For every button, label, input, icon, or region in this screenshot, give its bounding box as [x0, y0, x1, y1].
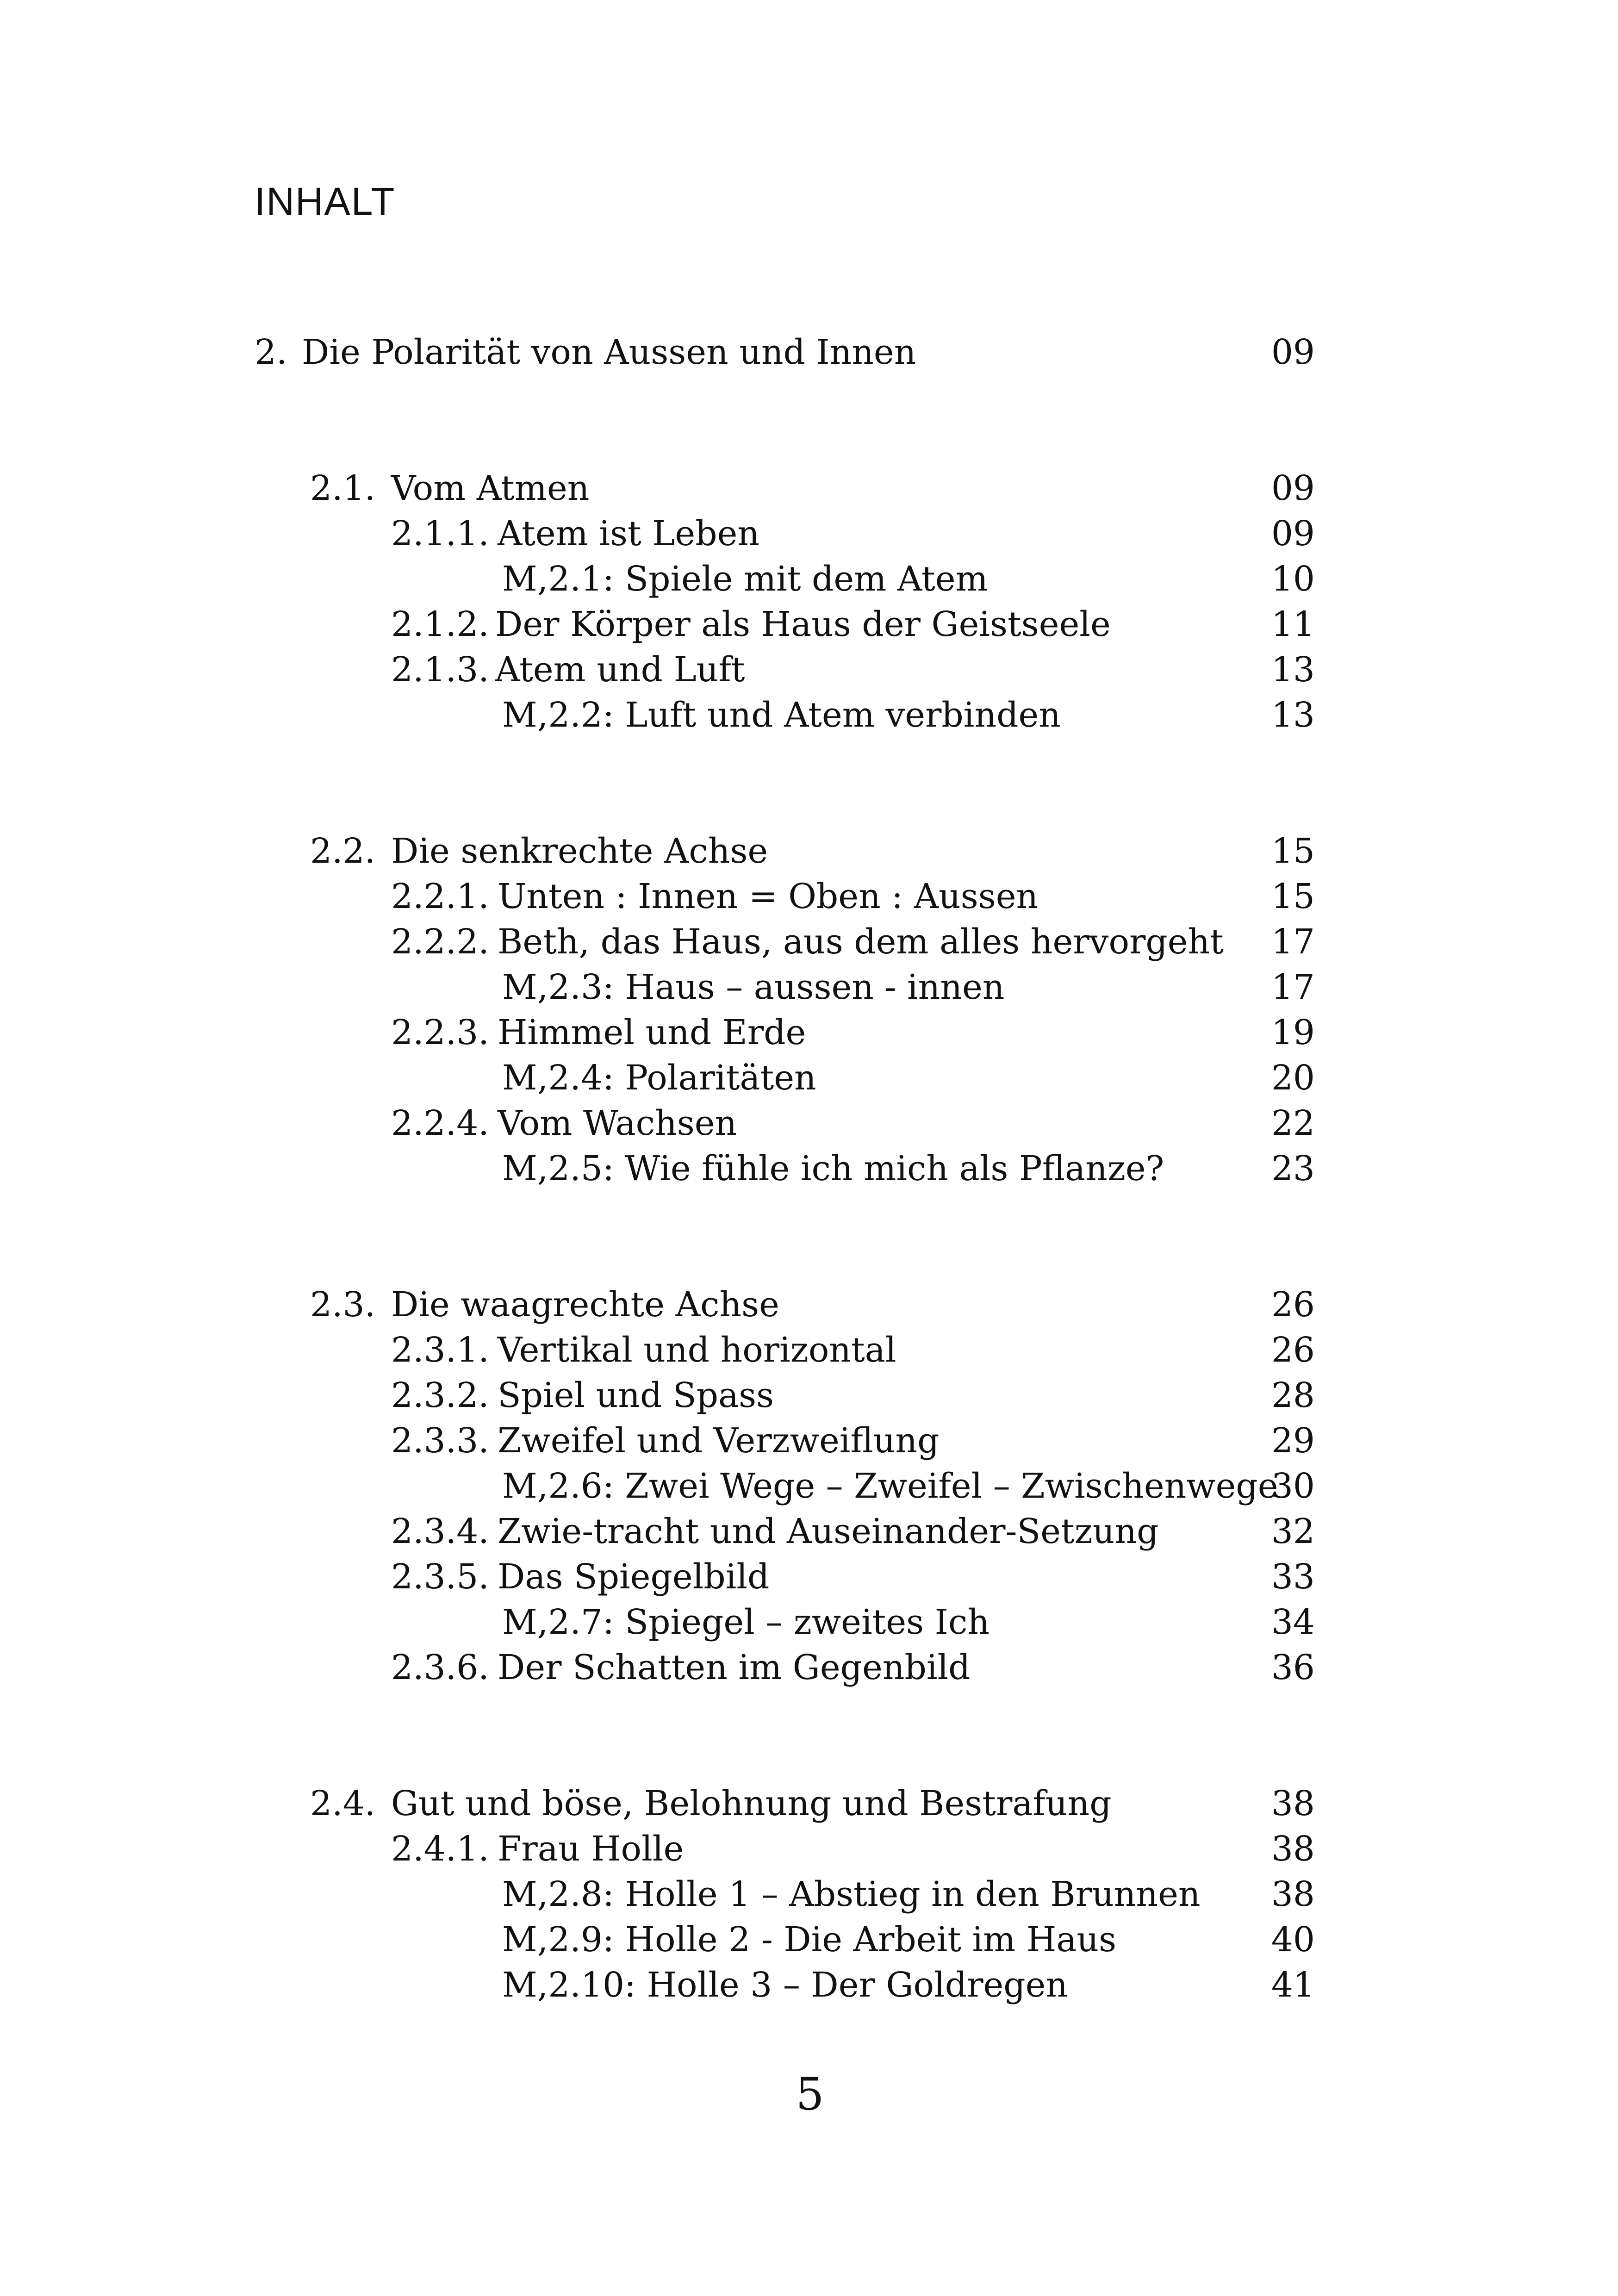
toc-entry-title: Gut und böse, Belohnung und Bestrafung [391, 1784, 1112, 1823]
toc-entry-title: M,2.5: Wie fühle ich mich als Pflanze? [502, 1149, 1164, 1188]
toc-entry[interactable] [0, 1917, 1618, 1962]
toc-entry-title: Atem und Luft [495, 650, 745, 690]
toc-entry[interactable] [0, 1101, 1618, 1146]
toc-entry[interactable] [0, 964, 1618, 1010]
toc-entry[interactable] [0, 602, 1618, 647]
toc-entry[interactable] [0, 828, 1618, 874]
toc-entry-title: Die waagrechte Achse [391, 1285, 779, 1325]
toc-entry-number: 2.2.4. [391, 1103, 489, 1143]
toc-entry[interactable] [0, 1554, 1618, 1599]
toc-entry-page: 09 [1271, 468, 1315, 508]
toc-entry-page: 29 [1271, 1421, 1315, 1461]
toc-entry-title: Der Schatten im Gegenbild [498, 1648, 971, 1687]
toc-entry[interactable] [0, 1645, 1618, 1690]
toc-entry-title: Das Spiegelbild [498, 1557, 770, 1597]
toc-entry-title: M,2.2: Luft und Atem verbinden [502, 695, 1061, 735]
toc-entry[interactable] [0, 1826, 1618, 1872]
toc-entry[interactable] [0, 1010, 1618, 1055]
toc-entry[interactable] [0, 919, 1618, 964]
toc-entry-page: 13 [1271, 695, 1315, 735]
toc-entry[interactable] [0, 511, 1618, 556]
toc-entry-title: Zwie-tracht und Auseinander-Setzung [498, 1512, 1159, 1551]
toc-entry[interactable] [0, 1418, 1618, 1463]
toc-entry[interactable] [0, 1463, 1618, 1509]
toc-entry[interactable] [0, 1327, 1618, 1373]
toc-entry-title: M,2.7: Spiegel – zweites Ich [502, 1602, 989, 1642]
toc-entry[interactable] [0, 1599, 1618, 1645]
toc-entry[interactable] [0, 1781, 1618, 1826]
toc-entry[interactable] [0, 1872, 1618, 1917]
toc-entry-page: 11 [1271, 604, 1315, 644]
toc-entry-number: 2.2.2. [391, 922, 489, 962]
toc-entry-title: M,2.4: Polaritäten [502, 1058, 816, 1098]
toc-entry-number: 2.1.2. [391, 604, 489, 644]
toc-entry-page: 09 [1271, 332, 1315, 372]
toc-entry-number: 2.2.3. [391, 1013, 489, 1052]
toc-entry[interactable] [0, 1962, 1618, 2008]
toc-entry-title: Frau Holle [498, 1829, 684, 1869]
toc-entry-number: 2.3.6. [391, 1648, 489, 1687]
toc-entry-page: 32 [1271, 1512, 1315, 1551]
toc-entry-number: 2.3.4. [391, 1512, 489, 1551]
toc-entry-number: 2.3.1. [391, 1330, 489, 1370]
toc-entry-number: 2.3.2. [391, 1375, 489, 1415]
toc-entry-title: Die senkrechte Achse [391, 831, 768, 871]
toc-entry[interactable] [0, 1055, 1618, 1101]
toc-entry-title: Vom Wachsen [498, 1103, 737, 1143]
toc-entry[interactable] [0, 647, 1618, 692]
toc-entry-number: 2.2. [310, 831, 376, 871]
toc-entry[interactable] [0, 330, 1618, 375]
toc-entry-page: 09 [1271, 514, 1315, 554]
toc-entry-page: 13 [1271, 650, 1315, 690]
toc-entry-page: 41 [1271, 1965, 1315, 2005]
toc-entry[interactable] [0, 466, 1618, 511]
toc-entry-page: 40 [1271, 1920, 1315, 1960]
page-number: 5 [796, 2068, 824, 2120]
toc-entry-page: 36 [1271, 1648, 1315, 1687]
toc-entry-page: 10 [1271, 559, 1315, 599]
toc-entry-page: 17 [1271, 967, 1315, 1007]
toc-entry-title: M,2.8: Holle 1 – Abstieg in den Brunnen [502, 1874, 1201, 1914]
toc-entry-page: 34 [1271, 1602, 1315, 1642]
toc-entry[interactable] [0, 556, 1618, 602]
toc-entry-number: 2.4.1. [391, 1829, 489, 1869]
toc-entry-page: 38 [1271, 1784, 1315, 1823]
toc-entry-title: M,2.9: Holle 2 - Die Arbeit im Haus [502, 1920, 1117, 1960]
toc-entry-number: 2.3.3. [391, 1421, 489, 1461]
toc-entry-page: 20 [1271, 1058, 1315, 1098]
toc-entry-title: Der Körper als Haus der Geistseele [495, 604, 1111, 644]
toc-entry-title: Zweifel und Verzweiflung [498, 1421, 940, 1461]
toc-entry-page: 33 [1271, 1557, 1315, 1597]
toc-entry-page: 23 [1271, 1149, 1315, 1188]
toc-entry-title: M,2.6: Zwei Wege – Zweifel – Zwischenwege [502, 1466, 1278, 1506]
toc-entry-number: 2.3. [310, 1285, 376, 1325]
toc-entry-number: 2.1.1. [391, 514, 489, 554]
toc-entry-page: 26 [1271, 1330, 1315, 1370]
toc-entry[interactable] [0, 874, 1618, 919]
toc-entry[interactable] [0, 1373, 1618, 1418]
toc-entry[interactable] [0, 1509, 1618, 1554]
toc-entry-page: 22 [1271, 1103, 1315, 1143]
toc-entry[interactable] [0, 692, 1618, 738]
toc-entry-number: 2.2.1. [391, 877, 489, 916]
toc-entry-page: 38 [1271, 1829, 1315, 1869]
toc-entry-page: 15 [1271, 831, 1315, 871]
toc-entry-number: 2.1.3. [391, 650, 489, 690]
toc-entry[interactable] [0, 1282, 1618, 1327]
toc-entry-title: Atem ist Leben [498, 514, 760, 554]
toc-entry-title: Unten : Innen = Oben : Aussen [498, 877, 1039, 916]
toc-entry-page: 38 [1271, 1874, 1315, 1914]
toc-entry-title: Vertikal und horizontal [498, 1330, 896, 1370]
page-heading: INHALT [255, 180, 396, 223]
toc-entry-title: Die Polarität von Aussen und Innen [302, 332, 916, 372]
toc-entry-number: 2.1. [310, 468, 376, 508]
toc-entry-page: 28 [1271, 1375, 1315, 1415]
toc-entry-page: 30 [1271, 1466, 1315, 1506]
toc-entry-number: 2.3.5. [391, 1557, 489, 1597]
toc-entry-title: Beth, das Haus, aus dem alles hervorgeht [498, 922, 1224, 962]
toc-entry-page: 19 [1271, 1013, 1315, 1052]
toc-entry-title: M,2.3: Haus – aussen - innen [502, 967, 1005, 1007]
toc-entry-title: Spiel und Spass [498, 1375, 774, 1415]
toc-entry-number: 2.4. [310, 1784, 376, 1823]
toc-entry-number: 2. [255, 332, 287, 372]
toc-entry[interactable] [0, 1146, 1618, 1191]
toc-entry-page: 15 [1271, 877, 1315, 916]
toc-entry-title: M,2.1: Spiele mit dem Atem [502, 559, 988, 599]
toc-entry-page: 17 [1271, 922, 1315, 962]
toc-entry-title: M,2.10: Holle 3 – Der Goldregen [502, 1965, 1068, 2005]
toc-entry-title: Vom Atmen [391, 468, 590, 508]
toc-entry-page: 26 [1271, 1285, 1315, 1325]
toc-entry-title: Himmel und Erde [498, 1013, 806, 1052]
